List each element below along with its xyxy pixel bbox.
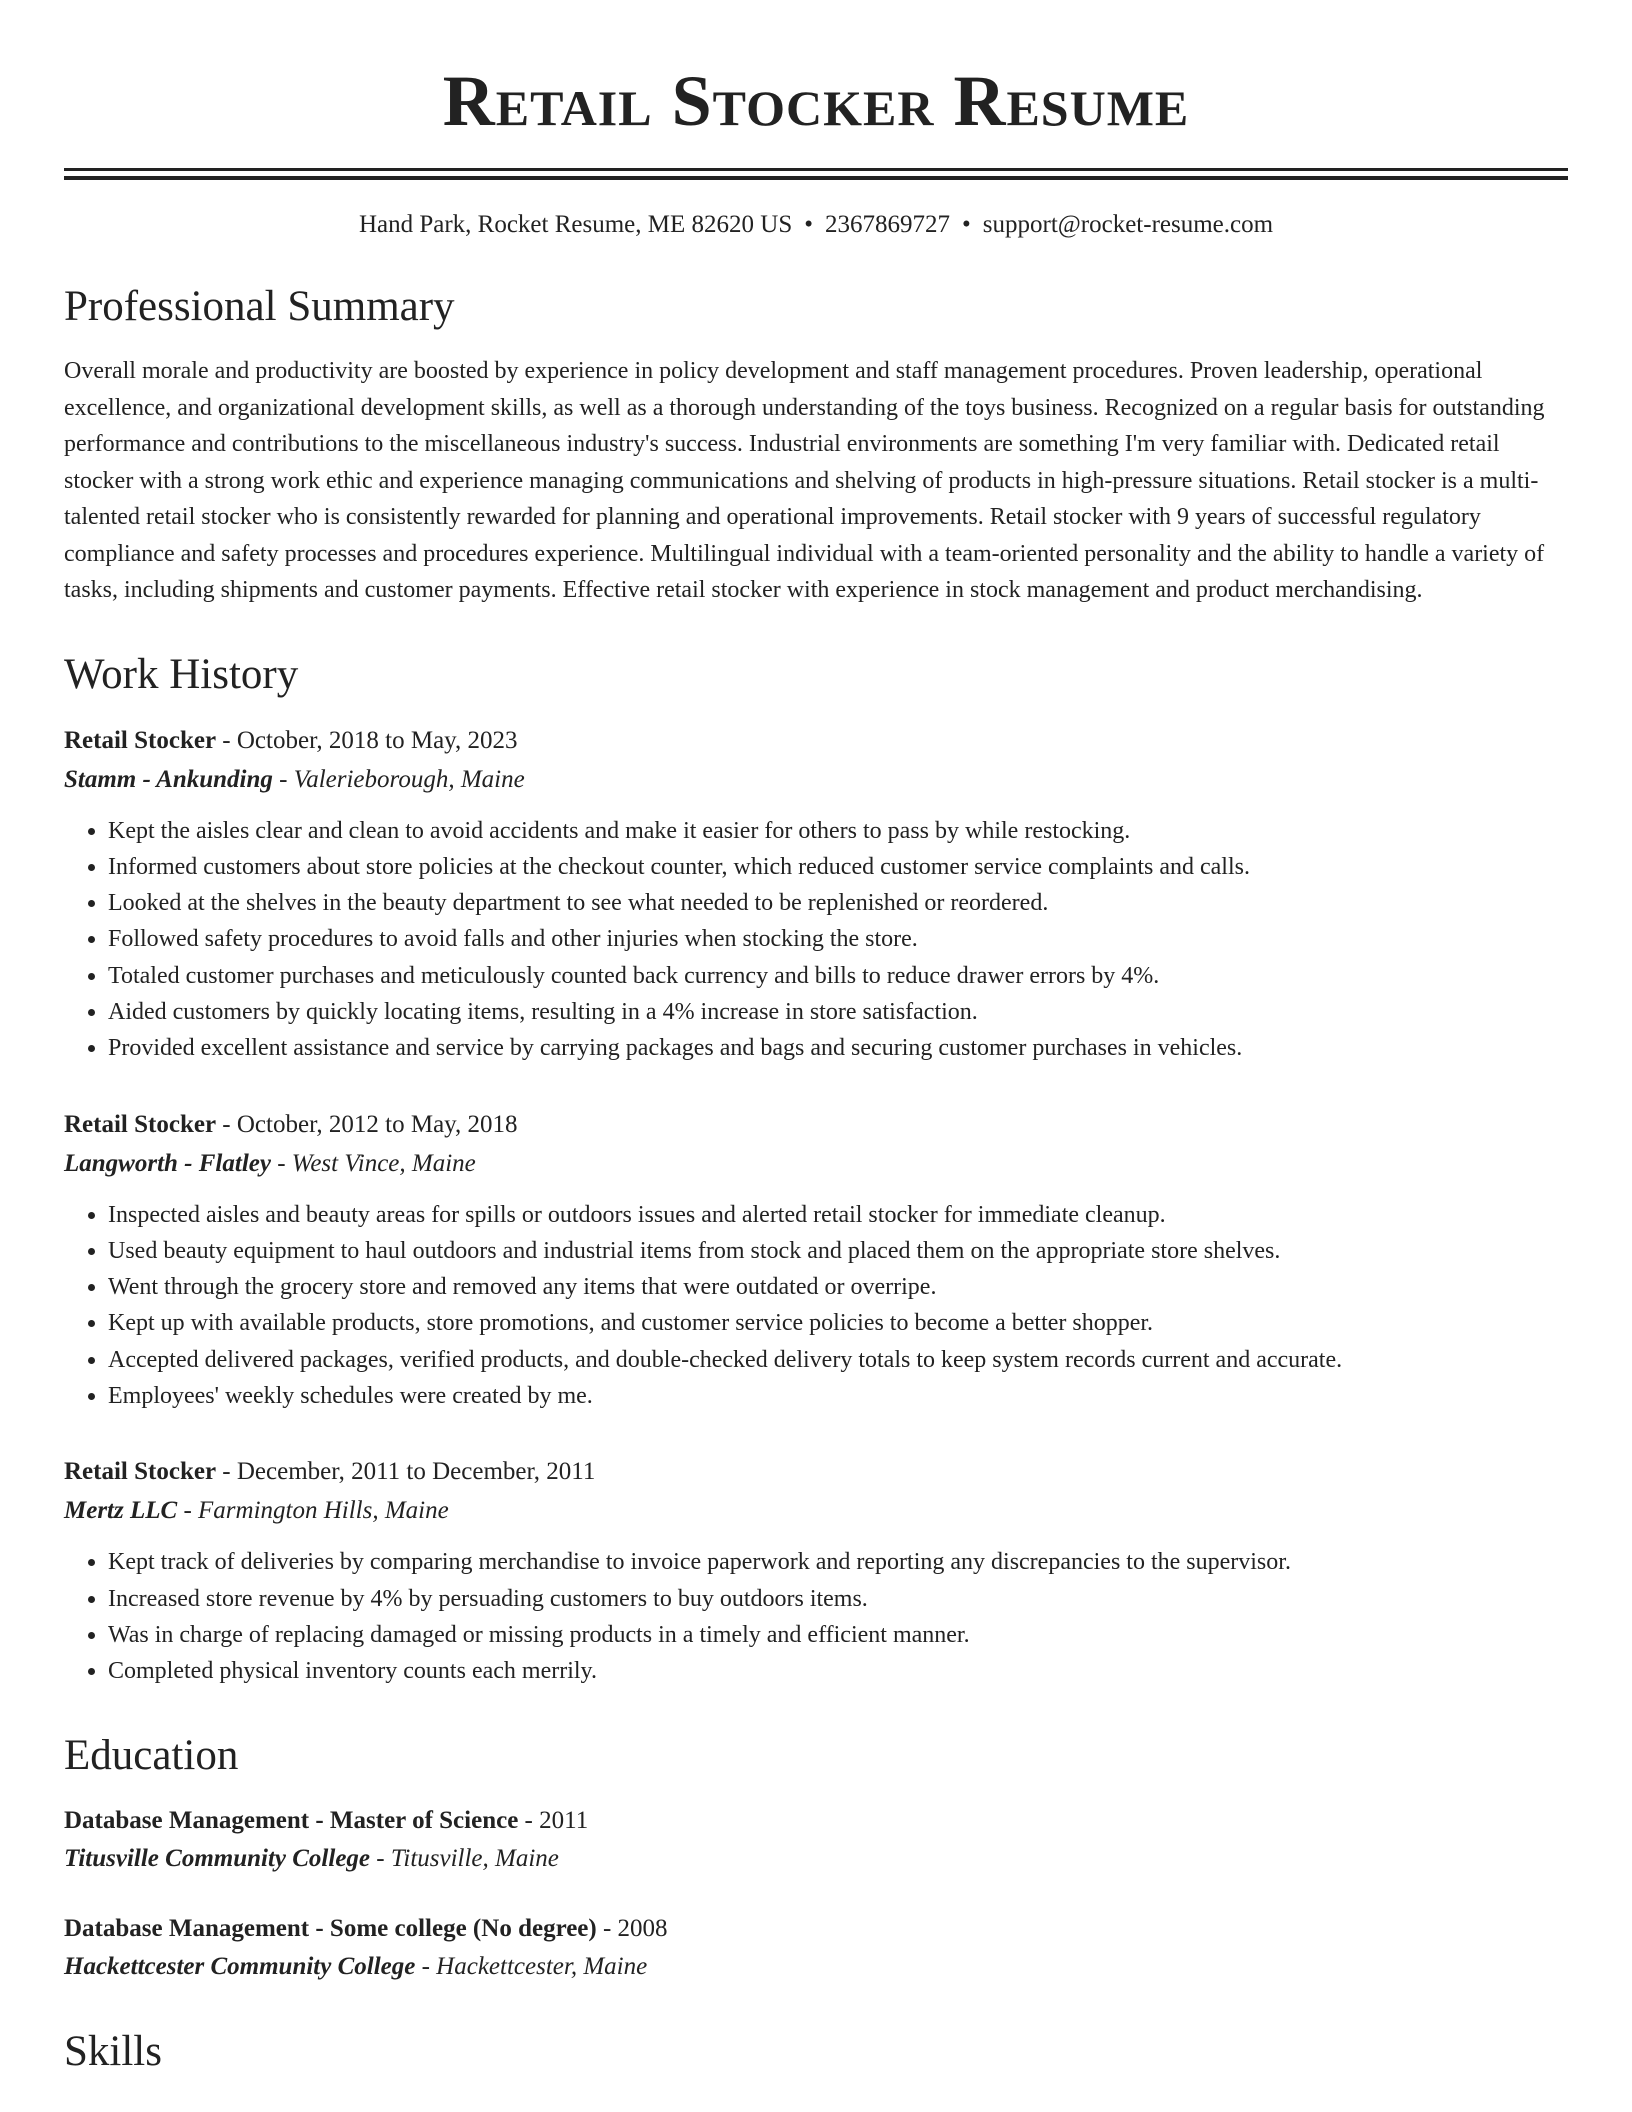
education-year: - 2011 <box>518 1806 589 1834</box>
job-bullet: • Increased store revenue by 4% by persuading customers to buy outdoors items. <box>108 1581 1568 1617</box>
resume-title: Retail Stocker Resume <box>442 61 1190 141</box>
education-entry <box>64 1802 1568 1878</box>
education-school-line <box>64 1948 1568 1986</box>
education-school: Titusville Community College <box>64 1844 371 1872</box>
education-degree: Database Management - Master of Science <box>64 1806 519 1834</box>
job-bullet: • Accepted delivered packages, verified products, and double-checked delivery totals to keep system records current and accurate. <box>108 1342 1568 1378</box>
job-dates: - October, 2018 to May, 2023 <box>216 726 518 754</box>
job-role: Retail Stocker <box>64 1458 217 1486</box>
job-dates: - December, 2011 to December, 2011 <box>216 1458 596 1486</box>
education-section <box>64 1730 1568 1986</box>
job-bullet: • Was in charge of replacing damaged or missing products in a timely and efficient manner. <box>108 1617 1568 1653</box>
job-location: - Farmington Hills, Maine <box>177 1497 449 1525</box>
job-bullet: • Looked at the shelves in the beauty department to see what needed to be replenished or reordered. <box>108 885 1568 921</box>
job-bullets <box>64 1197 1568 1415</box>
job-company-line <box>64 760 1568 799</box>
job-bullet: • Kept the aisles clear and clean to avoid accidents and make it easier for others to pass by while restocking. <box>108 813 1568 849</box>
education-heading: Education <box>64 1731 239 1779</box>
job-company: Langworth - Flatley <box>64 1149 271 1177</box>
summary-section <box>64 281 1568 609</box>
contact-separator: • <box>962 211 971 238</box>
contact-separator: • <box>804 211 813 238</box>
education-location: - Hackettcester, Maine <box>415 1952 648 1980</box>
work-history-heading: Work History <box>64 650 299 698</box>
job-company-line <box>64 1144 1568 1183</box>
skills-heading: Skills <box>64 2027 162 2075</box>
summary-heading: Professional Summary <box>64 283 455 330</box>
job-location: - West Vince, Maine <box>270 1149 476 1177</box>
education-degree-line <box>64 1910 1568 1948</box>
work-history-section <box>64 649 1568 1690</box>
job-title-line <box>64 721 1568 760</box>
job-company: Stamm - Ankunding <box>64 765 273 793</box>
contact-line <box>64 209 1568 241</box>
contact-email: support@rocket-resume.com <box>982 211 1274 238</box>
job-bullet: • Followed safety procedures to avoid falls and other injuries when stocking the store. <box>108 921 1568 957</box>
job-bullet: • Employees' weekly schedules were created by me. <box>108 1378 1568 1414</box>
education-year: - 2008 <box>596 1914 668 1942</box>
job-company: Mertz LLC <box>64 1497 178 1525</box>
education-location: - Titusville, Maine <box>370 1844 559 1872</box>
job-bullets <box>64 813 1568 1067</box>
education-school-line <box>64 1840 1568 1878</box>
job-bullet: • Kept track of deliveries by comparing merchandise to invoice paperwork and reporting any discrepancies to the supervisor. <box>108 1544 1568 1580</box>
job-title-line <box>64 1452 1568 1491</box>
job-entry <box>64 1452 1568 1689</box>
job-location: - Valerieborough, Maine <box>272 765 525 793</box>
education-entry <box>64 1910 1568 1986</box>
contact-phone: 2367869727 <box>825 211 950 238</box>
job-bullet: • Informed customers about store policies at the checkout counter, which reduced customer service complaints and calls. <box>108 849 1568 885</box>
job-bullet: • Kept up with available products, store promotions, and customer service policies to become a better shopper. <box>108 1305 1568 1341</box>
education-school: Hackettcester Community College <box>64 1952 416 1980</box>
job-bullet: • Aided customers by quickly locating items, resulting in a 4% increase in store satisfaction. <box>108 994 1568 1030</box>
job-bullet: • Went through the grocery store and removed any items that were outdated or overripe. <box>108 1269 1568 1305</box>
skills-section <box>64 2026 1568 2078</box>
job-entry <box>64 1105 1568 1415</box>
job-bullet: • Totaled customer purchases and meticulously counted back currency and bills to reduce drawer errors by 4%. <box>108 958 1568 994</box>
job-bullet: • Completed physical inventory counts each merrily. <box>108 1653 1568 1689</box>
job-role: Retail Stocker <box>64 1110 217 1138</box>
job-dates: - October, 2012 to May, 2018 <box>216 1110 518 1138</box>
education-degree: Database Management - Some college (No degree) <box>64 1914 597 1942</box>
education-degree-line <box>64 1802 1568 1840</box>
job-bullet: • Inspected aisles and beauty areas for spills or outdoors issues and alerted retail stocker for immediate cleanup. <box>108 1197 1568 1233</box>
job-entry <box>64 721 1568 1067</box>
title-double-rule <box>64 168 1568 171</box>
job-bullet: • Provided excellent assistance and service by carrying packages and bags and securing customer purchases in vehicles. <box>108 1030 1568 1066</box>
contact-address: Hand Park, Rocket Resume, ME 82620 US <box>358 211 793 238</box>
job-bullets <box>64 1544 1568 1689</box>
job-company-line <box>64 1491 1568 1530</box>
job-bullet: • Used beauty equipment to haul outdoors and industrial items from stock and placed them on the appropriate store shelves. <box>108 1233 1568 1269</box>
job-title-line <box>64 1105 1568 1144</box>
summary-text: Overall morale and productivity are boosted by experience in policy development and staff management procedures. Proven leadership, operational excellence, and organizational development skills, as well as a thorough understanding of the toys business. Recognized on a regular basis for outstanding performance and contributions to the miscellaneous industry's success. Industrial environments are something I'm very familiar with. Dedicated retail stocker with a strong work ethic and experience managing communications and shelving of products in high-pressure situations. Retail stocker is a multi-talented retail stocker who is consistently rewarded for planning and operational improvements. Retail stocker with 9 years of successful regulatory compliance and safety processes and procedures experience. Multilingual individual with a team-oriented personality and the ability to handle a variety of tasks, including shipments and customer payments. Effective retail stocker with experience in stock management and product merchandising. <box>64 358 1545 603</box>
job-role: Retail Stocker <box>64 726 217 754</box>
